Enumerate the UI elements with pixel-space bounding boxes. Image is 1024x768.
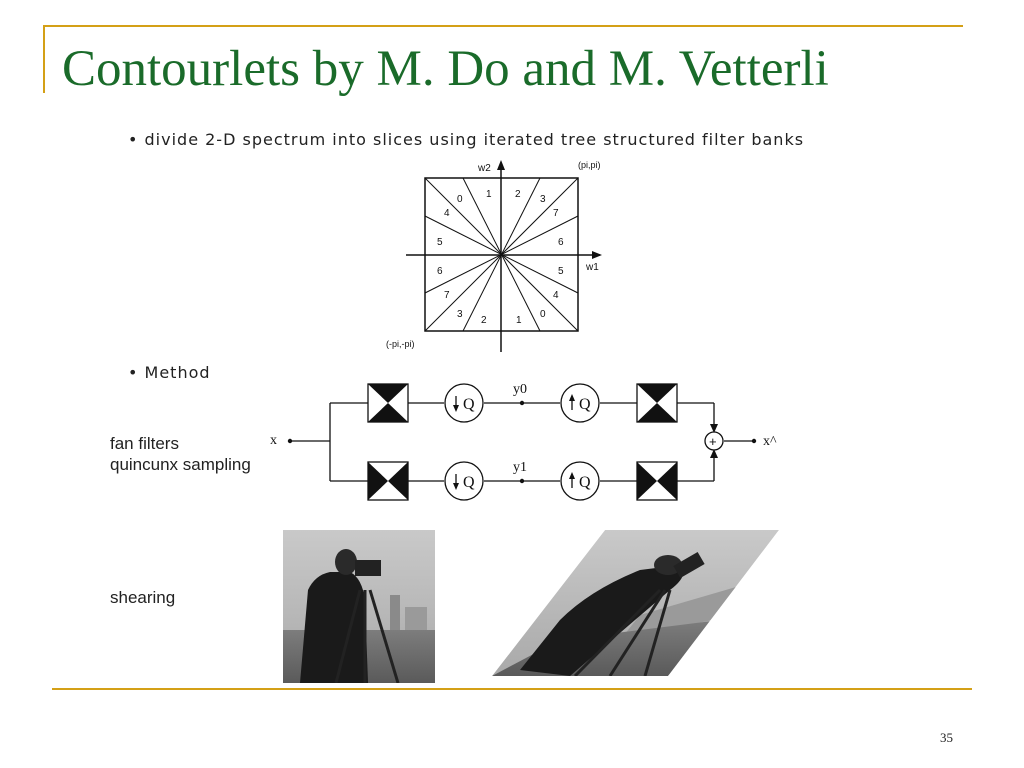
axis-w1-label: w1	[586, 262, 599, 273]
branch-y0-label: y0	[513, 382, 527, 397]
upsampler-top	[561, 384, 599, 422]
wedge-label: 6	[437, 266, 443, 277]
sampler-label: Q	[579, 396, 591, 413]
output-label: x^	[763, 434, 777, 449]
sheared-image	[492, 530, 779, 676]
corner-bottom-left: (-pi,-pi)	[386, 339, 415, 349]
page-number: 35	[940, 730, 953, 745]
sampler-label: Q	[463, 396, 475, 413]
shearing-label: shearing	[110, 588, 176, 607]
sampler-label: Q	[463, 474, 475, 491]
wedge-label: 7	[553, 208, 559, 219]
fan-filter-top-synthesis	[637, 384, 677, 422]
y1-node	[520, 479, 524, 483]
input-label: x	[270, 433, 277, 448]
sum-node	[705, 432, 723, 450]
sum-symbol: +	[709, 434, 717, 449]
wedge-label: 2	[481, 315, 487, 326]
corner-top-right: (pi,pi)	[578, 160, 601, 170]
fan-filter-bottom-analysis	[368, 462, 408, 500]
wedge-label: 3	[540, 194, 546, 205]
bullet-spectrum: • divide 2-D spectrum into slices using iterated tree structured filter banks	[128, 130, 805, 149]
bullet-method: • Method	[128, 363, 211, 382]
fan-filter-top-analysis	[368, 384, 408, 422]
wedge-label: 0	[540, 309, 546, 320]
w1-arrow-icon	[592, 251, 602, 259]
axis-w2-label: w2	[478, 163, 491, 174]
upsampler-bottom	[561, 462, 599, 500]
slide-title: Contourlets by M. Do and M. Vetterli	[62, 41, 829, 97]
w2-arrow-icon	[497, 160, 505, 170]
wedge-label: 5	[437, 237, 443, 248]
wedge-label: 2	[515, 189, 521, 200]
downsampler-bottom	[445, 462, 483, 500]
original-image	[283, 530, 435, 683]
spectrum-diagram	[386, 160, 602, 352]
wedge-label: 7	[444, 290, 450, 301]
method-label-fan-filters: fan filters	[110, 434, 179, 453]
wedge-label: 4	[444, 208, 450, 219]
method-label-quincunx: quincunx sampling	[110, 455, 251, 474]
sampler-label: Q	[579, 474, 591, 491]
branch-y1-label: y1	[513, 460, 527, 475]
wedge-label: 1	[486, 189, 492, 200]
fan-filter-bottom-synthesis	[637, 462, 677, 500]
wedge-label: 1	[516, 315, 522, 326]
wedge-label: 3	[457, 309, 463, 320]
downsampler-top	[445, 384, 483, 422]
input-node	[288, 439, 292, 443]
bottom-rule	[52, 688, 972, 690]
wedge-label: 0	[457, 194, 463, 205]
wedge-label: 6	[558, 237, 564, 248]
wedge-label: 5	[558, 266, 564, 277]
output-node	[752, 439, 756, 443]
y0-node	[520, 401, 524, 405]
wedge-label: 4	[553, 290, 559, 301]
